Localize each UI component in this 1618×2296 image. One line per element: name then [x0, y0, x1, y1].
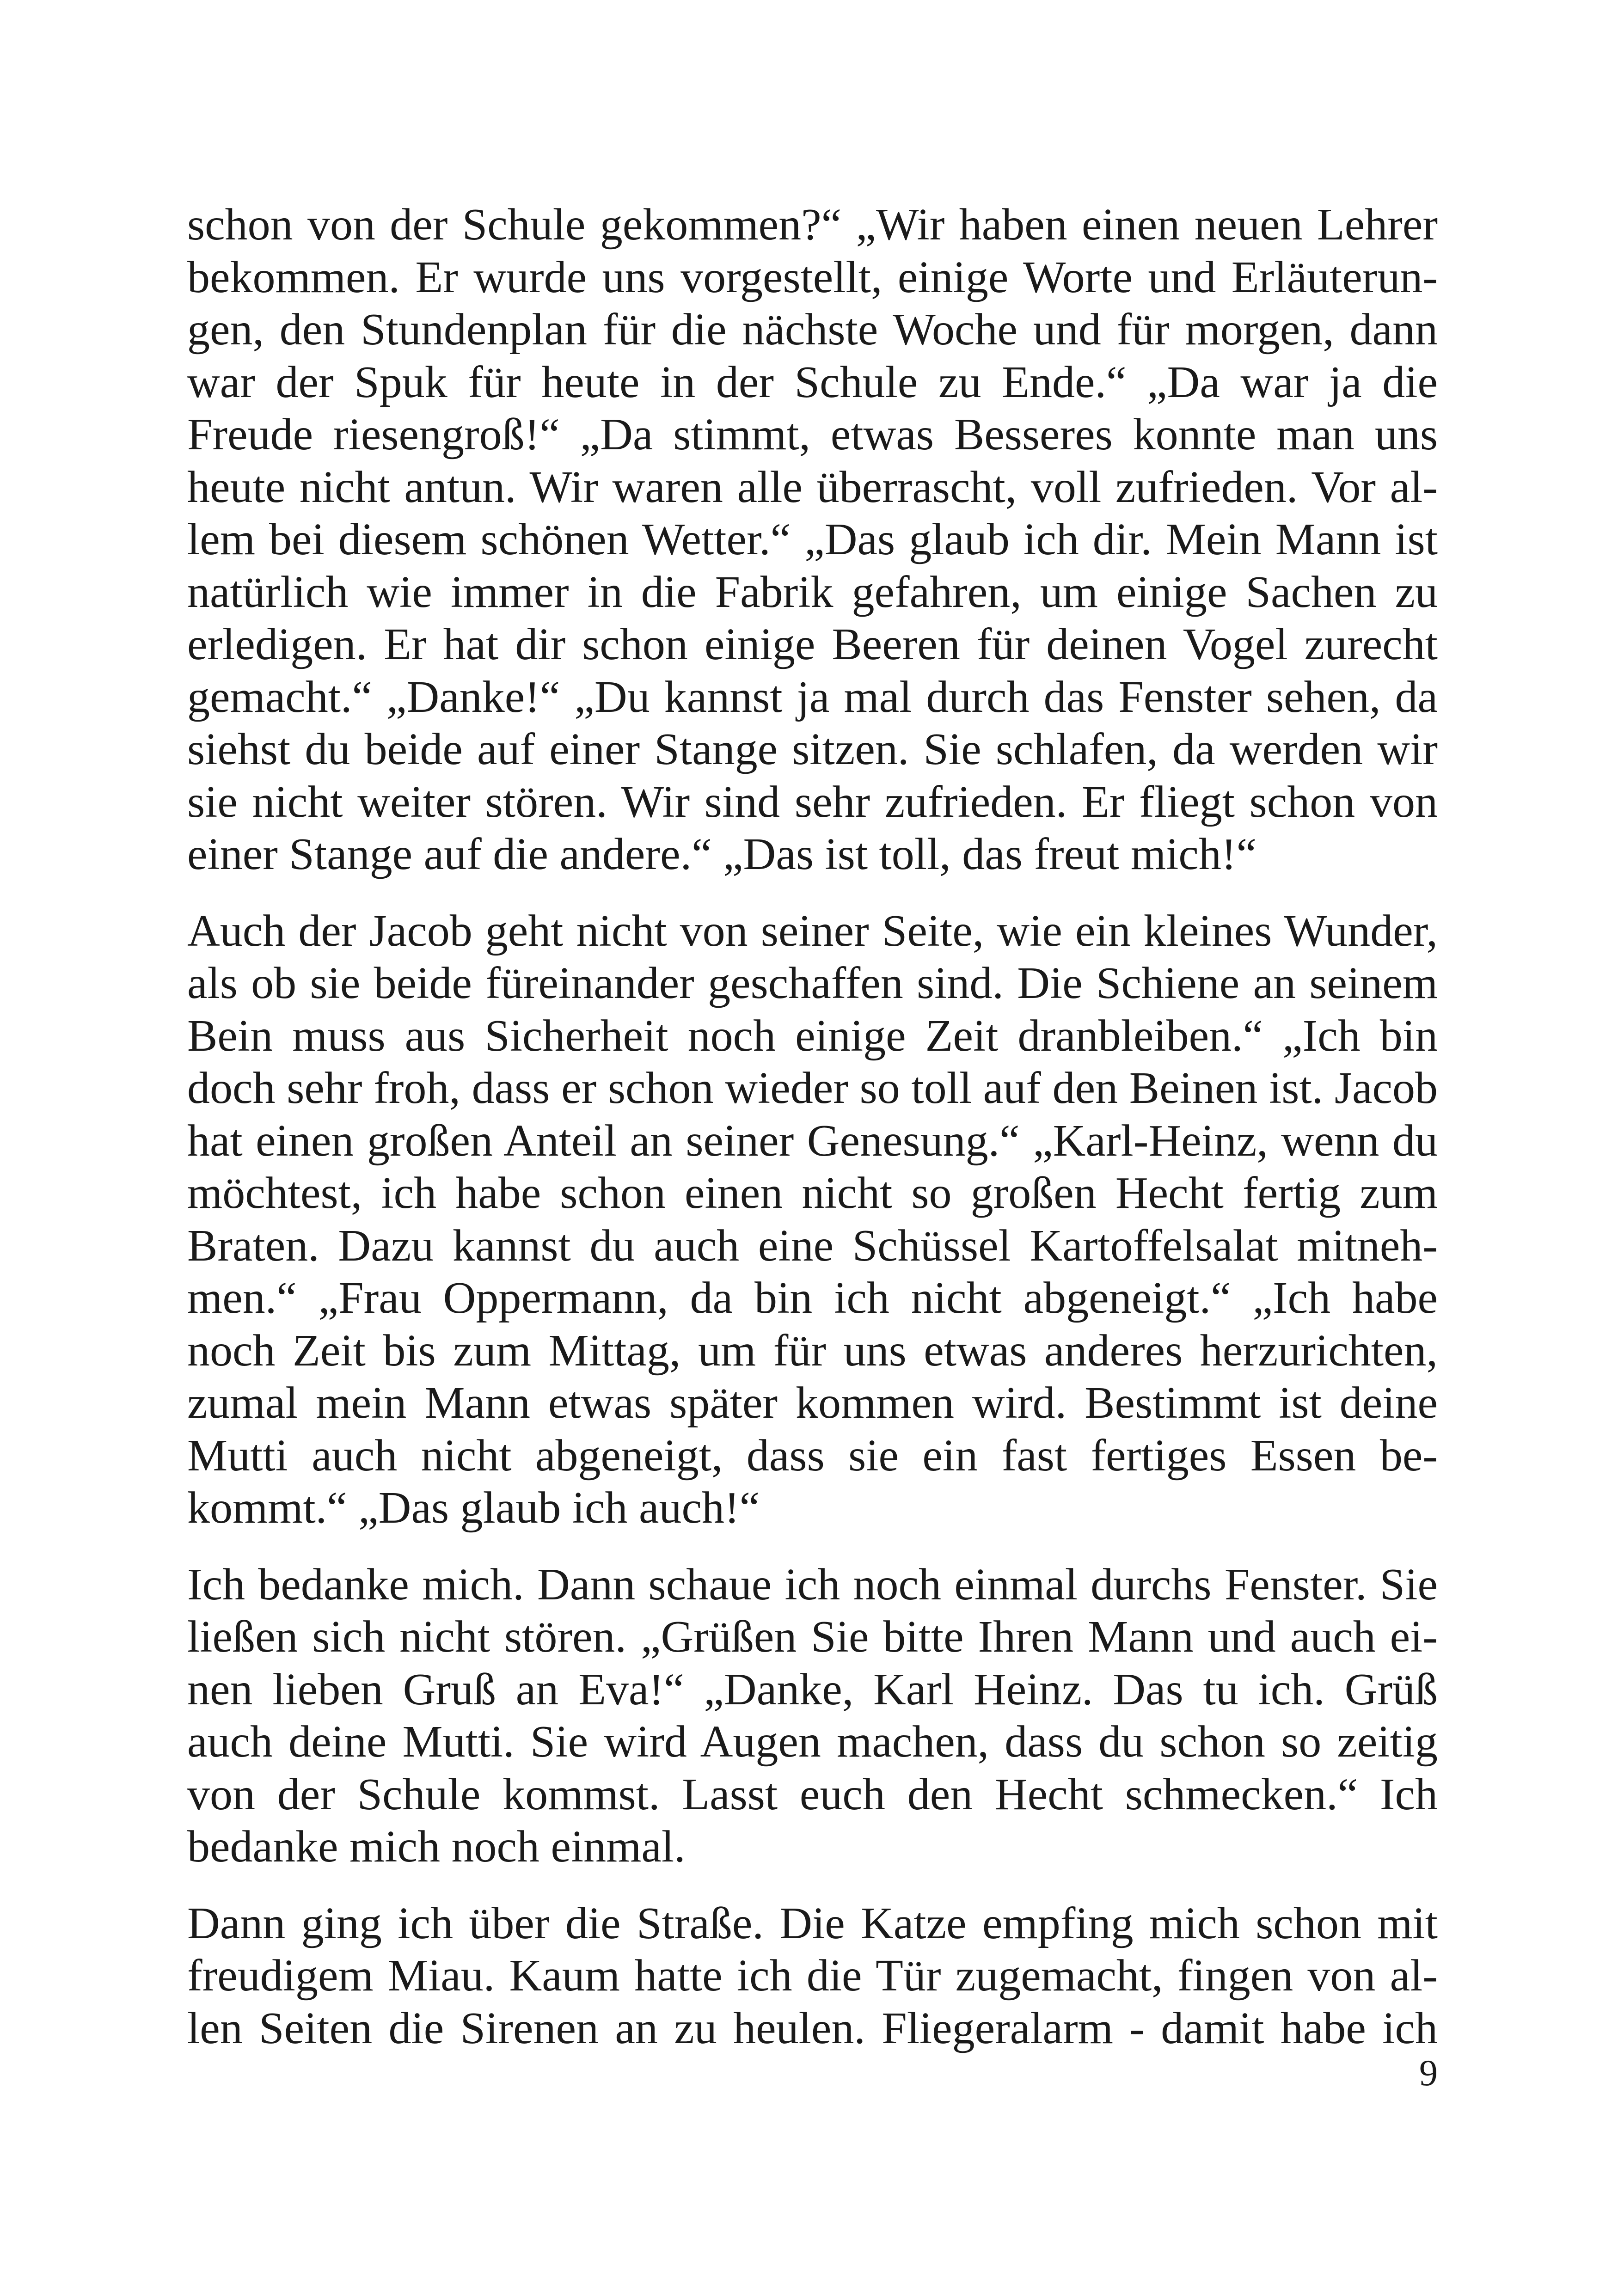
body-text [187, 199, 1438, 2079]
page-number: 9 [1419, 2053, 1438, 2094]
paragraph-1: schon von der Schule gekommen?“ „Wir haben einen neuen Lehrer bekommen. Er wurde uns vorgestellt, einige Worte und Erläuterungen, den Stundenplan für die nächste Woche und für morgen, dann war der Spuk für heute in der Schule zu Ende.“ „Da war ja die Freude riesengroß!“ „Da stimmt, etwas Besseres konnte man uns heute nicht antun. Wir waren alle überrascht, voll zufrieden. Vor allem bei diesem schönen Wetter.“ „Das glaub ich dir. Mein Mann ist natürlich wie immer in die Fabrik gefahren, um einige Sachen zu erledigen. Er hat dir schon einige Beeren für deinen Vogel zurecht gemacht.“ „Danke!“ „Du kannst ja mal durch das Fenster sehen, da siehst du beide auf einer Stange sitzen. Sie schlafen, da werden wir sie nicht weiter stören. Wir sind sehr zufrieden. Er fliegt schon von einer Stange auf die andere.“ „Das ist toll, das freut mich!“ [187, 200, 1438, 879]
paragraph-3: Ich bedanke mich. Dann schaue ich noch einmal durchs Fenster. Sie ließen sich nicht stören. „Grüßen Sie bitte Ihren Mann und auch einen lieben Gruß an Eva!“ „Danke, Karl Heinz. Das tu ich. Grüß auch deine Mutti. Sie wird Augen machen, dass du schon so zeitig von der Schule kommst. Lasst euch den Hecht schmecken.“ Ich bedanke mich noch einmal. [187, 1559, 1438, 1872]
paragraph-2: Auch der Jacob geht nicht von seiner Seite, wie ein kleines Wunder, als ob sie beide füreinander geschaffen sind. Die Schiene an seinem Bein muss aus Sicherheit noch einige Zeit dranbleiben.“ „Ich bin doch sehr froh, dass er schon wieder so toll auf den Beinen ist. Jacob hat einen großen Anteil an seiner Genesung.“ „Karl-Heinz, wenn du möchtest, ich habe schon einen nicht so großen Hecht fertig zum Braten. Dazu kannst du auch eine Schüssel Kartoffelsalat mitnehmen.“ „Frau Oppermann, da bin ich nicht abgeneigt.“ „Ich habe noch Zeit bis zum Mittag, um für uns etwas anderes herzurichten, zumal mein Mann etwas später kommen wird. Bestimmt ist deine Mutti auch nicht abgeneigt, dass sie ein fast fertiges Essen bekommt.“ „Das glaub ich auch!“ [187, 906, 1438, 1533]
paragraph-4: Dann ging ich über die Straße. Die Katze empfing mich schon mit freudigem Miau. Kaum hatte ich die Tür zugemacht, fingen von allen Seiten die Sirenen an zu heulen. Fliegeralarm - damit habe ich [187, 1898, 1438, 2053]
